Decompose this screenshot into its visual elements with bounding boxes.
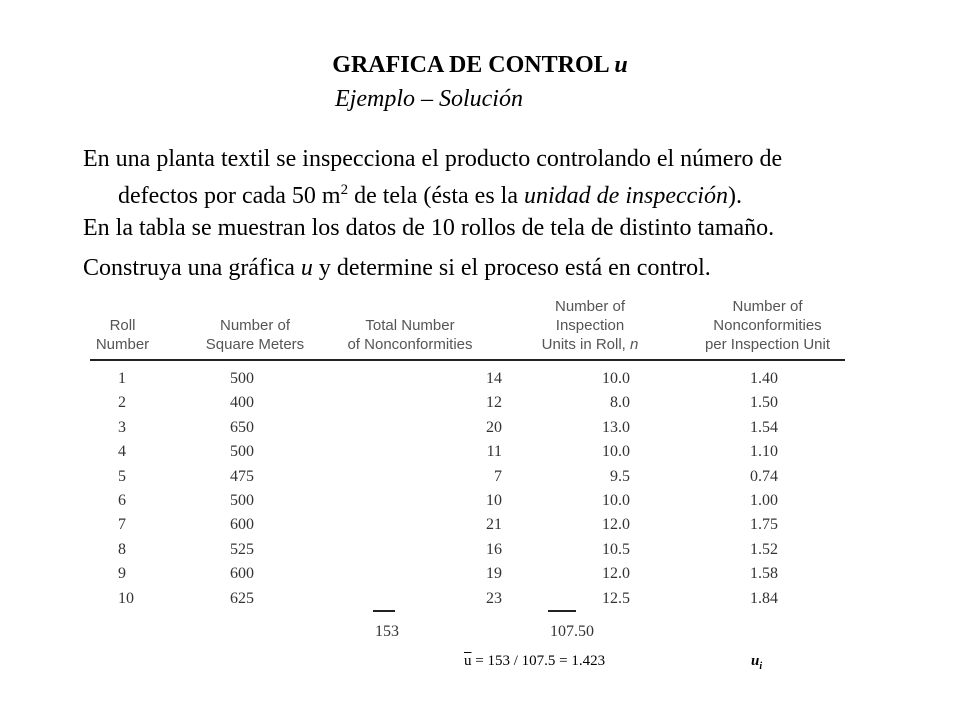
intro-emphasis: unidad de inspección	[524, 183, 728, 209]
sum-line-nonconformities	[373, 610, 395, 612]
paragraph-intro	[83, 144, 903, 212]
table-cell: 1.10	[750, 443, 778, 461]
u-bar-symbol: $\overline{u}$	[464, 653, 472, 669]
table-cell: 600	[230, 516, 254, 534]
intro-line-2	[83, 175, 903, 212]
table-cell: 19	[486, 565, 502, 583]
table-cell: 9	[118, 565, 126, 583]
table-cell: 1	[118, 370, 126, 387]
task-text: Construya una gráfica	[83, 255, 301, 281]
task-symbol: u	[300, 255, 313, 281]
table-cell: 10	[118, 589, 134, 607]
table-cell: 21	[486, 516, 502, 534]
table-cell: 10	[486, 492, 502, 509]
table-cell: 400	[230, 394, 254, 412]
table-cell: 1.54	[750, 418, 778, 436]
header-nonconformities-per-unit: Number of Nonconformities per Inspection Unit	[704, 298, 831, 353]
table-row	[90, 565, 845, 589]
u-bar-formula	[464, 653, 605, 670]
table-cell: 11	[486, 443, 502, 461]
total-inspection-units: 107.50	[550, 623, 594, 640]
superscript: 2	[340, 182, 349, 198]
table-cell: 7	[118, 516, 126, 534]
table-cell: 500	[230, 492, 254, 509]
table-cell: 10.0	[602, 492, 630, 509]
intro-text-2: de tela (ésta es la	[348, 183, 524, 209]
table-cell: 4	[118, 443, 126, 461]
page-subtitle: Ejemplo – Solución	[335, 86, 523, 112]
table-cell: 525	[230, 540, 254, 558]
u-bar-calculation: = 153 / 107.5 = 1.423	[471, 653, 606, 669]
ui-label	[751, 653, 762, 672]
table-row	[90, 443, 845, 467]
title-text: GRAFICA DE CONTROL	[332, 52, 609, 78]
table-cell: 12.0	[602, 516, 630, 534]
task-text-2: y determine si el proceso está en control.	[312, 255, 711, 281]
total-nonconformities: 153	[375, 623, 399, 640]
intro-text-3: ).	[727, 183, 742, 209]
table-cell: 12.0	[602, 565, 630, 583]
table-cell: 1.40	[750, 370, 778, 387]
table-cell: 8	[118, 540, 126, 558]
table-cell: 13.0	[602, 418, 630, 436]
table-cell: 2	[118, 394, 126, 412]
table-row	[90, 516, 845, 540]
table-cell: 5	[118, 467, 126, 485]
table-cell: 600	[230, 565, 254, 583]
table-cell: 8.0	[610, 394, 630, 412]
table-cell: 1.84	[750, 589, 778, 607]
ui-symbol: u	[751, 653, 760, 669]
table-cell: 0.74	[750, 467, 778, 485]
table-cell: 6	[118, 492, 126, 509]
table-cell: 14	[486, 370, 502, 387]
table-cell: 475	[230, 467, 254, 485]
table-row	[90, 590, 845, 614]
intro-line-1: En una planta textil se inspecciona el producto controlando el número de	[83, 146, 783, 172]
table-cell: 1.50	[750, 394, 778, 412]
header-inspection-units	[510, 297, 670, 354]
header-rule	[90, 359, 845, 361]
header-roll-number: Roll Number	[95, 317, 150, 353]
table-cell: 10.0	[602, 370, 630, 387]
table-cell: 1.75	[750, 516, 778, 534]
table-cell: 625	[230, 589, 254, 607]
table-cell: 500	[230, 443, 254, 461]
table-cell: 23	[486, 589, 502, 607]
paragraph-task	[83, 253, 903, 284]
table-row	[90, 541, 845, 565]
table-cell: 650	[230, 418, 254, 436]
table-row	[90, 394, 845, 418]
table-cell: 10.5	[602, 540, 630, 558]
ui-subscript: i	[759, 661, 763, 672]
table-cell: 500	[230, 370, 254, 387]
intro-text: defectos por cada 50 m	[118, 183, 341, 209]
table-cell: 12.5	[602, 589, 630, 607]
table-row	[90, 419, 845, 443]
table-cell: 12	[486, 394, 502, 412]
header-n-symbol: n	[630, 336, 639, 353]
table-cell: 1.52	[750, 540, 778, 558]
header-square-meters: Number of Square Meters	[205, 317, 305, 353]
table-cell: 3	[118, 418, 126, 436]
paragraph-table-description: En la tabla se muestran los datos de 10 rollos de tela de distinto tamaño.	[83, 215, 775, 241]
table-row	[90, 468, 845, 492]
table-row	[90, 492, 845, 516]
table-cell: 7	[494, 467, 502, 485]
table-cell: 9.5	[610, 467, 630, 485]
sum-line-units	[548, 610, 576, 612]
table-cell: 10.0	[602, 443, 630, 461]
table-row	[90, 370, 845, 394]
title-symbol: u	[614, 52, 628, 78]
table-cell: 20	[486, 418, 502, 436]
header-total-nonconformities: Total Number of Nonconformities	[347, 317, 473, 353]
table-cell: 1.58	[750, 565, 778, 583]
table-cell: 16	[486, 540, 502, 558]
data-table	[90, 292, 845, 650]
page-title	[0, 52, 960, 79]
header-inspection-units-text: Number of Inspection Units in Roll,	[541, 298, 626, 353]
table-cell: 1.00	[750, 492, 778, 509]
